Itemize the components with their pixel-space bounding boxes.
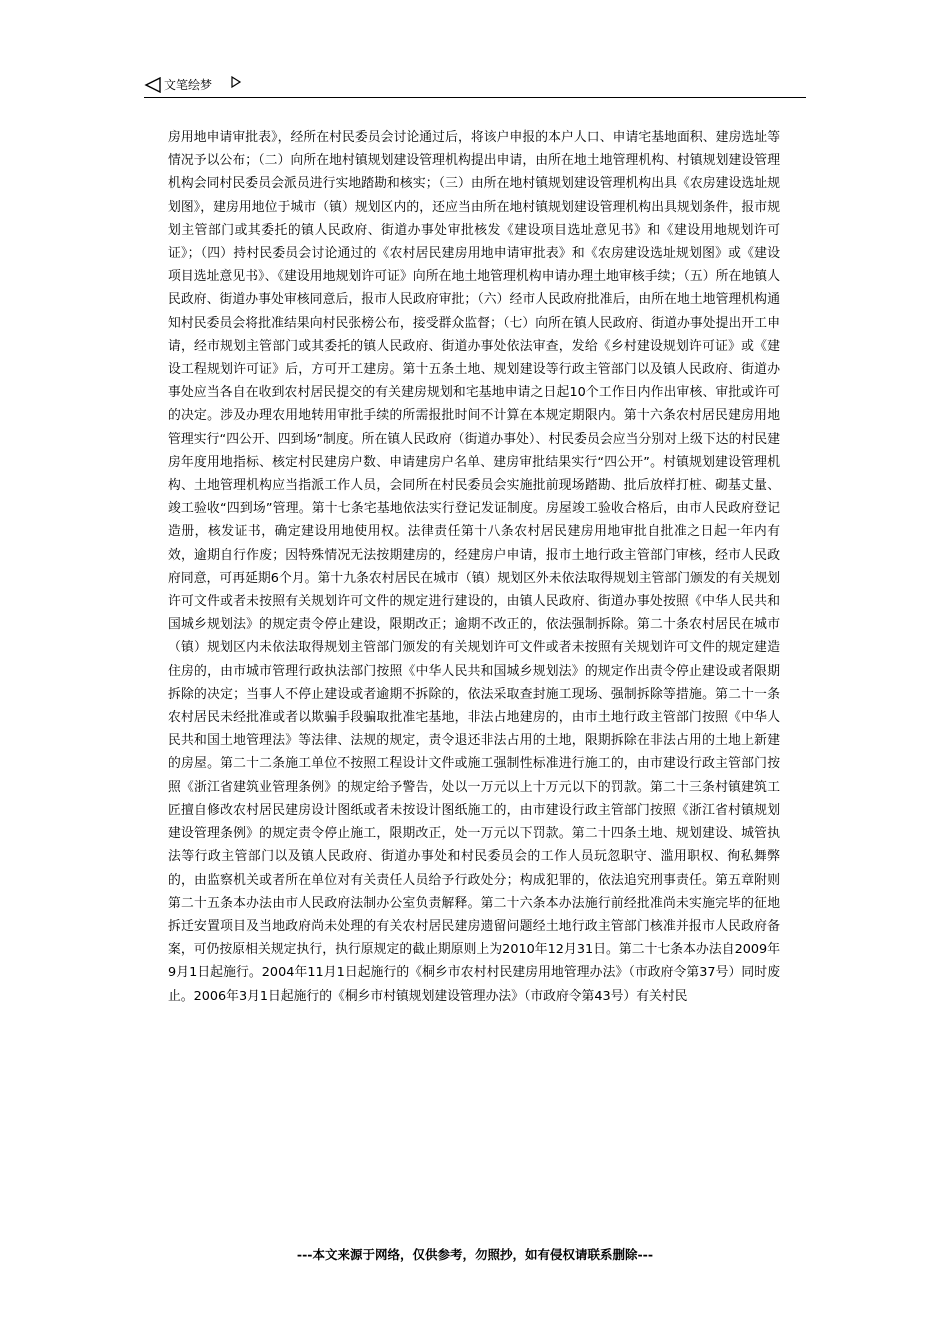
left-triangle-icon [144, 77, 162, 93]
right-triangle-icon [230, 76, 242, 88]
document-body-text: 房用地申请审批表》，经所在村民委员会讨论通过后，将该户申报的本户人口、申请宅基地面积、建房选址等情况予以公布；（二）向所在地村镇规划建设管理机构提出申请，由所在地土地管理机构、村镇规划建设管理机构会同村民委员会派员进行实地踏勘和核实；（三）由所在地村镇规划建设管理机构出具《农房建设选址规划图》，建房用地位于城市（镇）规划区内的，还应当由所在地村镇规划建设管理机构出具规划条件，报市规划主管部门或其委托的镇人民政府、街道办事处审批核发《建设项目选址意见书》和《建设用地规划许可证》；（四）持村民委员会讨论通过的《农村居民建房用地申请审批表》和《农房建设选址规划图》或《建设项目选址意见书》、《建设用地规划许可证》向所在地土地管理机构申请办理土地审核手续；（五）所在地镇人民政府、街道办事处审核同意后，报市人民政府审批；（六）经市人民政府批准后，由所在地土地管理机构通知村民委员会将批准结果向村民张榜公布，接受群众监督；（七）向所在镇人民政府、街道办事处提出开工申请，经市规划主管部门或其委托的镇人民政府、街道办事处依法审查，发给《乡村建设规划许可证》或《建设工程规划许可证》后，方可开工建房。第十五条土地、规划建设等行政主管部门以及镇人民政府、街道办事处应当各自在收到农村居民提交的有关建房规划和宅基地申请之日起10个工作日内作出审核、审批或许可的决定。涉及办理农用地转用审批手续的所需报批时间不计算在本规定期限内。第十六条农村居民建房用地管理实行“四公开、四到场”制度。所在镇人民政府（街道办事处）、村民委员会应当分别对上级下达的村民建房年度用地指标、核定村民建房户数、申请建房户名单、建房审批结果实行“四公开”。村镇规划建设管理机构、土地管理机构应当指派工作人员，会同所在村民委员会实施批前现场踏勘、批后放样打桩、砌基丈量、竣工验收“四到场”管理。第十七条宅基地依法实行登记发证制度。房屋竣工验收合格后，由市人民政府登记造册，核发证书，确定建设用地使用权。法律责任第十八条农村居民建房用地审批自批准之日起一年内有效，逾期自行作废；因特殊情况无法按期建房的，经建房户申请，报市土地行政主管部门审核，经市人民政府同意，可再延期6个月。第十九条农村居民在城市（镇）规划区外未依法取得规划主管部门颁发的有关规划许可文件或者未按照有关规划许可文件的规定进行建设的，由镇人民政府、街道办事处按照《中华人民共和国城乡规划法》的规定责令停止建设，限期改正；逾期不改正的，依法强制拆除。第二十条农村居民在城市（镇）规划区内未依法取得规划主管部门颁发的有关规划许可文件或者未按照有关规划许可文件的规定建造住房的，由市城市管理行政执法部门按照《中华人民共和国城乡规划法》的规定作出责令停止建设或者限期拆除的决定；当事人不停止建设或者逾期不拆除的，依法采取查封施工现场、强制拆除等措施。第二十一条农村居民未经批准或者以欺骗手段骗取批准宅基地，非法占地建房的，由市土地行政主管部门按照《中华人民共和国土地管理法》等法律、法规的规定，责令退还非法占用的土地，限期拆除在非法占用的土地上新建的房屋。第二十二条施工单位不按照工程设计文件或施工强制性标准进行施工的，由市建设行政主管部门按照《浙江省建筑业管理条例》的规定给予警告，处以一万元以上十万元以下的罚款。第二十三条村镇建筑工匠擅自修改农村居民建房设计图纸或者未按设计图纸施工的，由市建设行政主管部门按照《浙江省村镇规划建设管理条例》的规定责令停止施工，限期改正，处一万元以下罚款。第二十四条土地、规划建设、城管执法等行政主管部门以及镇人民政府、街道办事处和村民委员会的工作人员玩忽职守、滥用职权、徇私舞弊的，由监察机关或者所在单位对有关责任人员给予行政处分；构成犯罪的，依法追究刑事责任。第五章附则第二十五条本办法由市人民政府法制办公室负责解释。第二十六条本办法施行前经批准尚未实施完毕的征地拆迁安置项目及当地政府尚未处理的有关农村居民建房遗留问题经土地行政主管部门核准并报市人民政府备案，可仍按原相关规定执行，执行原规定的截止期原则上为2010年12月31日。第二十七条本办法自2009年9月1日起施行。2004年11月1日起施行的《桐乡市农村村民建房用地管理办法》（市政府令第37号）同时废止。2006年3月1日起施行的《桐乡市村镇规划建设管理办法》（市政府令第43号）有关村民 [168, 130, 780, 1004]
footer-disclaimer: ---本文来源于网络，仅供参考，勿照抄，如有侵权请联系删除--- [296, 1247, 654, 1262]
brand-name: 文笔绘梦 [164, 78, 213, 92]
header-rule [144, 97, 806, 98]
page-header [144, 72, 806, 98]
